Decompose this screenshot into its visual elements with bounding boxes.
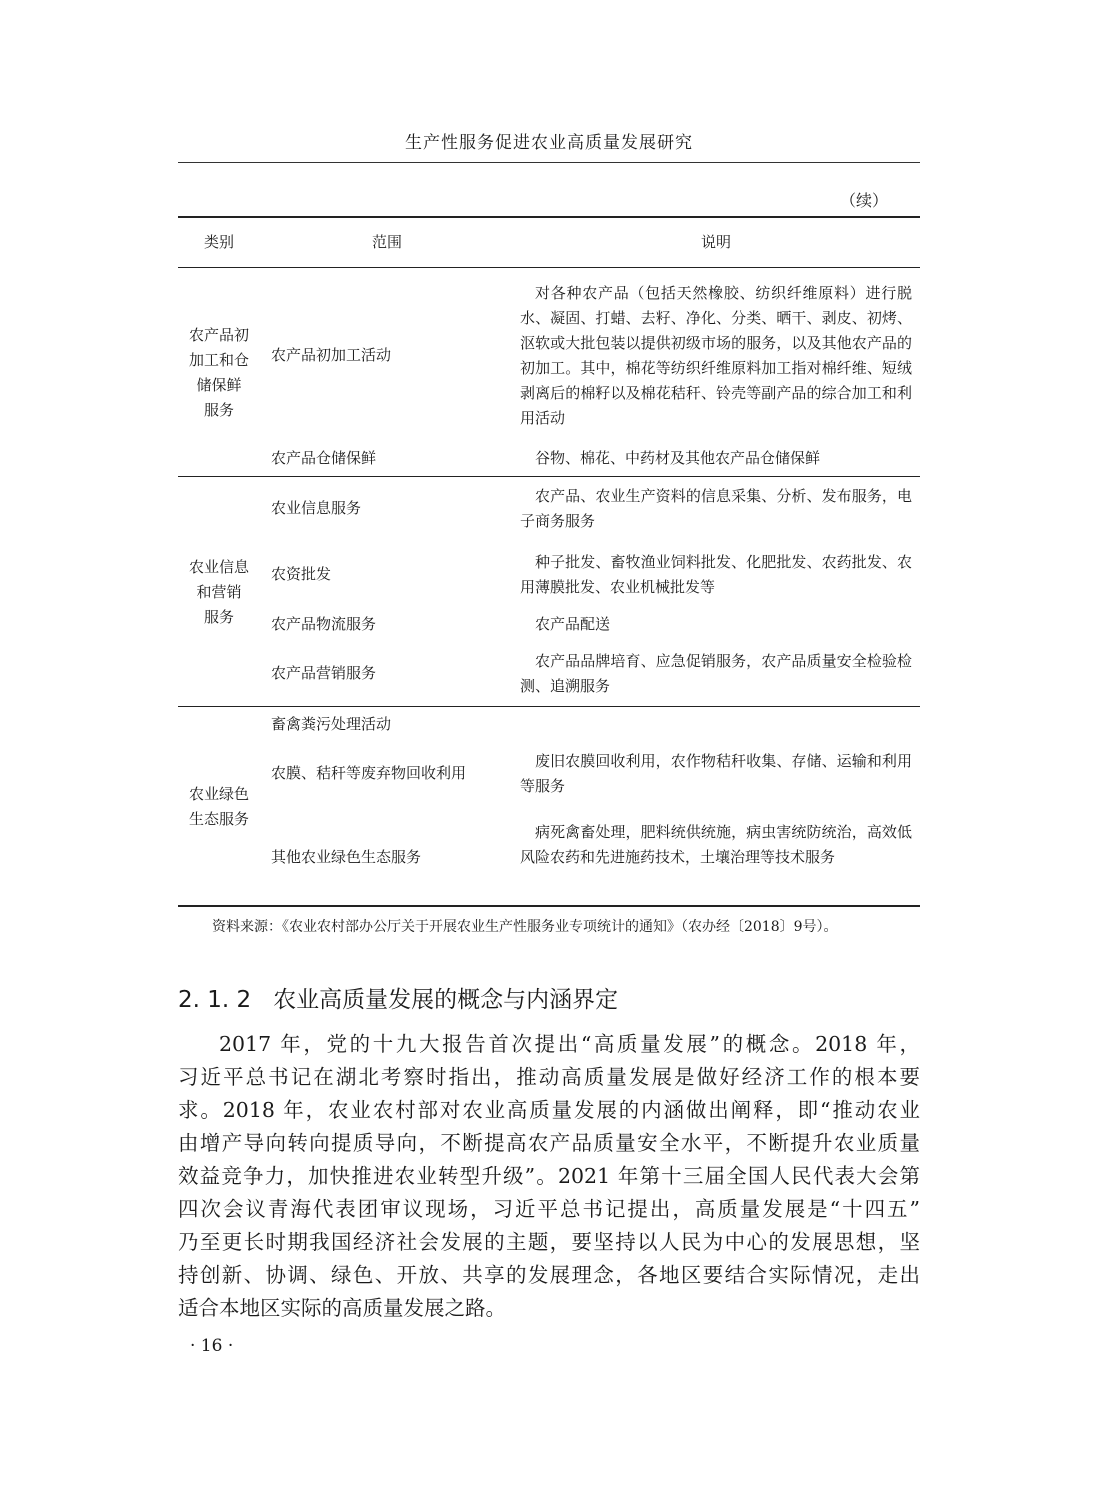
- description-cell: 病死禽畜处理，肥料统供统施，病虫害统防统治，高效低风险农药和先进施药技术，土壤治理等技术服务: [520, 823, 912, 866]
- category-line: 和营销: [196, 583, 242, 601]
- description-cell: 对各种农产品（包括天然橡胶、纺织纤维原料）进行脱水、凝固、打蜡、去籽、净化、分类、晒干、剥皮、初烤、沤软或大批包装以提供初级市场的服务，以及其他农产品的初加工。其中，棉花等纺织纤维原料加工指对棉纤维、短绒剥离后的棉籽以及棉花秸秆、铃壳等副产品的综合加工和利用活动: [520, 284, 912, 427]
- category-line: 储保鲜: [196, 376, 242, 394]
- description-cell: 农产品、农业生产资料的信息采集、分析、发布服务，电子商务服务: [520, 487, 912, 530]
- table-header-rule: [178, 267, 920, 268]
- description-cell: 种子批发、畜牧渔业饲料批发、化肥批发、农药批发、农用薄膜批发、农业机械批发等: [520, 553, 912, 596]
- category-cell: [178, 782, 260, 832]
- group-divider: [178, 476, 920, 477]
- paragraph-line: 乃至更长时期我国经济社会发展的主题，要坚持以人民为中心的发展思想，坚: [178, 1230, 920, 1254]
- description-cell: 农产品品牌培育、应急促销服务，农产品质量安全检验检测、追溯服务: [520, 652, 912, 695]
- section-number: 2. 1. 2: [178, 987, 252, 1013]
- paragraph-line: 2017 年，党的十九大报告首次提出“高质量发展”的概念。2018 年，: [219, 1032, 920, 1056]
- running-header: 生产性服务促进农业高质量发展研究: [405, 133, 693, 153]
- header-rule: [178, 162, 920, 163]
- page-number: · 16 ·: [190, 1336, 234, 1356]
- category-cell: [178, 555, 260, 630]
- scope-cell: 农产品仓储保鲜: [271, 449, 377, 467]
- category-line: 服务: [203, 401, 234, 419]
- section-heading: [178, 981, 618, 1014]
- category-line: 农业绿色: [188, 785, 249, 803]
- description-cell: 农产品配送: [535, 615, 611, 633]
- category-line: 农产品初: [188, 326, 249, 344]
- table-top-rule: [178, 216, 920, 218]
- description-cell: 废旧农膜回收利用，农作物秸秆收集、存储、运输和利用等服务: [520, 752, 912, 795]
- category-line: 农业信息: [188, 558, 249, 576]
- scope-cell: 其他农业绿色生态服务: [271, 848, 422, 866]
- paragraph-line: 求。2018 年，农业农村部对农业高质量发展的内涵做出阐释，即“推动农业: [178, 1098, 920, 1122]
- paragraph-line: 由增产导向转向提质导向，不断提高农产品质量安全水平，不断提升农业质量: [178, 1131, 920, 1155]
- scope-cell: 农产品物流服务: [271, 615, 377, 633]
- paragraph-line: 持创新、协调、绿色、开放、共享的发展理念，各地区要结合实际情况，走出: [178, 1263, 920, 1287]
- table-bottom-rule: [178, 905, 920, 907]
- scope-cell: 农膜、秸秆等废弃物回收利用: [271, 764, 467, 782]
- table-continued-label: （续）: [840, 191, 889, 210]
- column-header-scope: 范围: [371, 233, 402, 251]
- scope-cell: 农产品初加工活动: [271, 346, 392, 364]
- body-paragraph: [178, 1028, 920, 1325]
- paragraph-line: 效益竞争力，加快推进农业转型升级”。2021 年第十三届全国人民代表大会第: [178, 1164, 920, 1188]
- category-cell: [178, 323, 260, 423]
- group-divider: [178, 706, 920, 707]
- scope-cell: 农产品营销服务: [271, 664, 377, 682]
- column-header-category: 类别: [203, 233, 234, 251]
- category-line: 生态服务: [188, 810, 249, 828]
- paragraph-line: 适合本地区实际的高质量发展之路。: [178, 1296, 506, 1320]
- paragraph-line: 习近平总书记在湖北考察时指出，推动高质量发展是做好经济工作的根本要: [178, 1065, 920, 1089]
- table-source-note: 资料来源：《农业农村部办公厅关于开展农业生产性服务业专项统计的通知》（农办经〔2018〕9号）。: [212, 919, 838, 935]
- paragraph-line: 四次会议青海代表团审议现场，习近平总书记提出，高质量发展是“十四五”: [178, 1197, 920, 1221]
- scope-cell: 农业信息服务: [271, 499, 362, 517]
- category-line: 加工和仓: [188, 351, 249, 369]
- column-header-description: 说明: [700, 233, 731, 251]
- category-line: 服务: [203, 608, 234, 626]
- section-title: 农业高质量发展的概念与内涵界定: [273, 987, 619, 1013]
- scope-cell: 农资批发: [271, 565, 332, 583]
- description-cell: 谷物、棉花、中药材及其他农产品仓储保鲜: [535, 449, 821, 467]
- scope-cell: 畜禽粪污处理活动: [271, 715, 392, 733]
